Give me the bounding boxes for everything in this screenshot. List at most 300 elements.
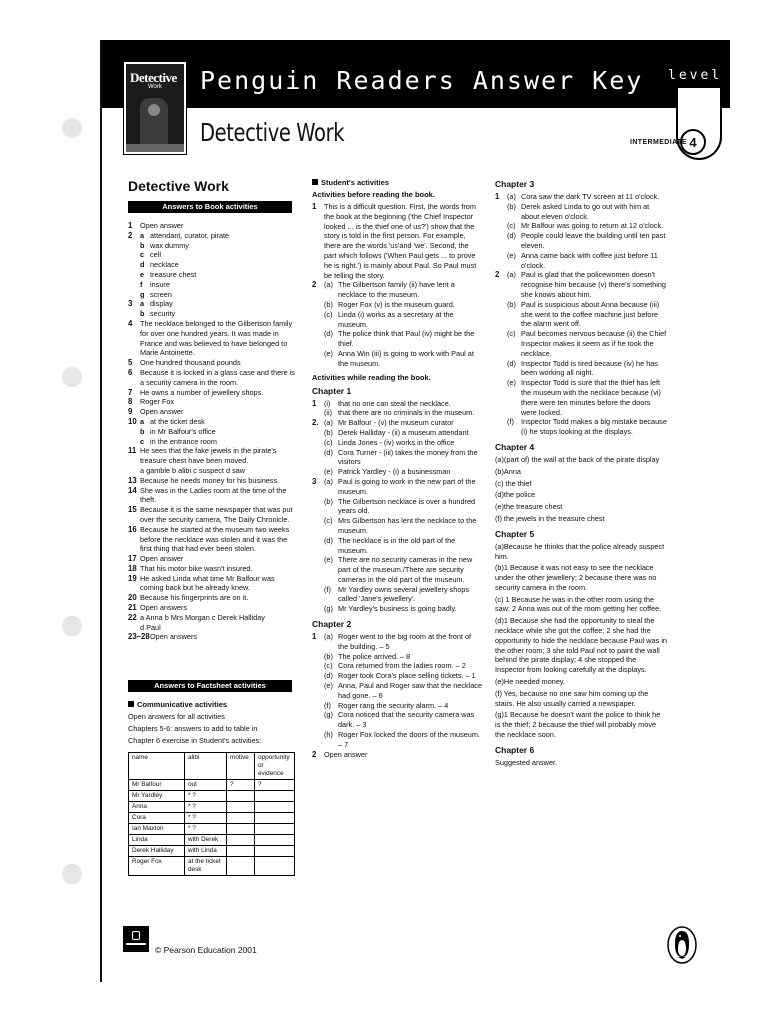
answer-item (128, 466, 300, 476)
item-number: 19 (128, 573, 137, 583)
item-number: 17 (128, 554, 137, 564)
item-text: Because his fingerprints are on it. (140, 593, 249, 603)
chapter-1-heading: Chapter 1 (312, 385, 352, 396)
item-text: Inspector Todd is sure that the thief has left the museum with the necklace because (vi) there were ten minutes before the doors were locked. (521, 378, 661, 417)
book-activities-banner: Answers to Book activities (128, 201, 292, 213)
item-number (128, 427, 140, 437)
answer-item (128, 388, 300, 398)
answer-line: (b)Anna (495, 466, 521, 476)
answer-item (128, 554, 300, 564)
while-reading-heading: Activities while reading the book. (312, 372, 431, 382)
answer-item (495, 192, 667, 202)
chapter-1-list (312, 399, 482, 615)
item-number (312, 497, 324, 517)
item-text: The necklace belonged to the Gilbertson family for over one hundred years. It was made in France and was believed to have belonged to Marie Antoinette. (140, 318, 293, 358)
item-number: 6 (128, 367, 133, 377)
item-number: 11 (128, 446, 137, 456)
item-number: 5 (128, 358, 133, 368)
item-letter: c (140, 436, 145, 446)
chapter-2-heading: Chapter 2 (312, 619, 352, 630)
item-number: 1 (312, 398, 317, 408)
book-cover-image (124, 62, 186, 154)
item-text: He owns a number of jewellery shops. (140, 387, 264, 397)
item-number: 2 (128, 230, 133, 240)
item-text: Paul is going to work in the new part of the museum. (338, 476, 476, 496)
item-text: The necklace is in the old part of the museum. (338, 535, 456, 555)
item-number (312, 701, 324, 711)
item-text: Open answers (150, 632, 198, 642)
item-text: necklace (150, 260, 179, 270)
item-text: Open answer (324, 749, 368, 759)
item-number (312, 408, 324, 418)
item-text: security (150, 309, 176, 319)
item-letter: (e) (507, 250, 516, 260)
table-cell (227, 845, 255, 856)
answer-item (128, 260, 300, 270)
item-number (312, 349, 324, 369)
item-text: Derek asked Linda to go out with him at about eleven o'clock. (521, 201, 650, 221)
table-cell (227, 856, 255, 875)
table-cell: * ? (185, 823, 227, 834)
table-cell (227, 823, 255, 834)
level-label: level (668, 68, 723, 83)
punch-hole (62, 367, 82, 387)
item-number: 23–28 (128, 632, 150, 642)
table-header-cell: motive (227, 752, 255, 779)
item-letter: (c) (324, 309, 333, 319)
cover-subtitle: Work (148, 84, 162, 90)
answer-item (128, 407, 300, 417)
answer-item (495, 417, 667, 437)
item-number: 1 (128, 221, 133, 230)
item-text: The Gilbertson family (ii) have lent a necklace to the museum. (338, 280, 455, 300)
table-cell: ? (227, 779, 255, 790)
item-letter: (a) (324, 418, 333, 428)
answer-line: Open answers for all activities (128, 712, 225, 722)
punch-hole (62, 864, 82, 884)
item-text: One hundred thousand pounds (140, 358, 241, 368)
item-number (312, 681, 324, 701)
series-title: Penguin Readers Answer Key (200, 66, 644, 95)
chapter-6-text: Suggested answer. (495, 757, 558, 767)
answer-item (312, 408, 482, 418)
table-header-cell: opportunity or evidence (255, 752, 295, 779)
item-text: Roger Fox (v) is the museum guard. (338, 299, 455, 309)
table-row (129, 823, 295, 834)
item-text: cell (150, 250, 161, 260)
item-number (128, 270, 140, 280)
item-text: in Mr Balfour's office (150, 426, 216, 436)
item-number: 9 (128, 407, 133, 417)
copyright-notice: © Pearson Education 2001 (155, 945, 257, 955)
square-bullet-icon (128, 701, 134, 707)
table-cell: Ian Maxton (129, 823, 185, 834)
item-number: 18 (128, 563, 137, 573)
answer-item (312, 661, 482, 671)
item-number: 3 (128, 299, 133, 309)
answer-item (495, 231, 667, 251)
table-cell: Mr Yardley (129, 790, 185, 801)
answer-item (495, 378, 667, 417)
item-text: Mr Yardley owns several jewellery shops called 'Jane's jewellery'. (338, 584, 470, 604)
answer-item (128, 632, 300, 642)
table-cell (255, 812, 295, 823)
table-cell: out (185, 779, 227, 790)
table-cell (227, 790, 255, 801)
item-text: Cora saw the dark TV screen at 11 o'clock. (521, 192, 660, 201)
item-number (312, 428, 324, 438)
margin-rule (100, 40, 102, 982)
item-number (312, 300, 324, 310)
item-number: 1 (312, 202, 317, 211)
answer-item (128, 358, 300, 368)
item-number (312, 671, 324, 681)
item-number (312, 661, 324, 671)
table-cell (227, 801, 255, 812)
chapter-5-list (495, 542, 667, 740)
table-row (129, 856, 295, 875)
answer-item (312, 310, 482, 330)
item-text: Roger went to the big room at the front of the building. – 5 (338, 632, 472, 651)
item-letter: (a) (507, 192, 516, 201)
table-cell (255, 834, 295, 845)
chapter-3-heading: Chapter 3 (495, 179, 535, 189)
item-letter: b (140, 426, 145, 436)
item-text: He sees that the fake jewels in the pirate's treasure chest have been moved. (140, 446, 277, 466)
item-text: attendant, curator, pirate (150, 230, 230, 240)
item-text: Open answers (140, 603, 188, 613)
table-cell: * ? (185, 790, 227, 801)
answer-item (312, 467, 482, 477)
answer-line: (d)the police (495, 490, 536, 500)
item-text: Open answer (140, 407, 184, 417)
item-number (495, 221, 507, 231)
table-cell: Roger Fox (129, 856, 185, 875)
item-text: Roger rang the security alarm. – 4 (338, 700, 449, 710)
item-number (128, 309, 140, 319)
table-cell: Cora (129, 812, 185, 823)
answer-item (128, 319, 300, 358)
item-number: 10 (128, 416, 137, 426)
item-text: He asked Linda what time Mr Balfour was coming back but he already knew. (140, 573, 275, 593)
item-number (128, 466, 140, 476)
answer-item (128, 446, 300, 466)
item-letter: (f) (507, 417, 514, 427)
answer-item (128, 505, 300, 525)
answer-item (312, 585, 482, 605)
answer-item (128, 613, 300, 623)
table-row (129, 812, 295, 823)
item-text: Open answer (140, 221, 184, 230)
item-number: 15 (128, 505, 137, 515)
answer-item (312, 632, 482, 652)
item-letter: (c) (507, 221, 516, 231)
item-text: at the ticket desk (150, 416, 205, 426)
item-number (312, 310, 324, 330)
item-text: People could leave the building until ten past eleven. (521, 231, 666, 250)
item-letter: (e) (324, 555, 333, 565)
item-text: This is a difficult question. First, the words from the book at the beginning ('the Chief Inspector looked ... is the thief one of us?') show that the story is told in the first person. For example, there are the words 'us'and 'we'. Second, the part which follows ('When Paul gets ... to prove he is right.') is mainly about Paul. So Paul must be telling the story. (324, 202, 477, 280)
item-text: Paul becomes nervous because (ii) the Chief Inspector makes it seem as if he took the necklace. (521, 329, 667, 358)
table-cell (227, 834, 255, 845)
item-number (495, 202, 507, 222)
item-letter: (e) (507, 378, 516, 388)
answer-item (312, 750, 482, 760)
item-letter: (b) (324, 427, 333, 437)
answer-item (495, 221, 667, 231)
item-number: 20 (128, 593, 137, 603)
item-text: She was in the Ladies room at the time of the theft. (140, 485, 287, 505)
table-cell: Mr Balfour (129, 779, 185, 790)
answer-item (312, 536, 482, 556)
item-letter: (a) (507, 270, 516, 280)
table-row (129, 845, 295, 856)
item-number: 2. (312, 418, 319, 428)
cover-title: Detective (130, 70, 177, 85)
item-letter: (c) (507, 329, 516, 339)
punch-hole (62, 616, 82, 636)
item-text: The police arrived. – 8 (338, 651, 411, 661)
column-left (128, 178, 300, 876)
item-text: screen (150, 289, 172, 299)
table-header-row (129, 752, 295, 779)
answer-line: (f) the jewels in the treasure chest (495, 513, 605, 523)
answer-item (128, 417, 300, 427)
before-reading-heading: Activities before reading the book. (312, 190, 435, 199)
page-title: Detective Work (200, 118, 345, 147)
students-activities-heading: Student's activities (312, 178, 482, 188)
answer-item (312, 730, 482, 750)
item-letter: (d) (324, 329, 333, 339)
cover-figure-head (148, 104, 160, 116)
answer-item (312, 280, 482, 300)
answer-item (128, 280, 300, 290)
item-letter: (a) (324, 280, 333, 290)
answer-item (312, 681, 482, 701)
factsheet-banner: Answers to Factsheet activities (128, 680, 292, 692)
item-text: Roger Fox (140, 397, 175, 407)
item-letter: (i) (324, 398, 331, 408)
level-number: 4 (680, 129, 706, 155)
answer-item (495, 251, 667, 271)
item-text: That his motor bike wasn't insured. (140, 563, 253, 573)
item-number (312, 585, 324, 605)
item-number (128, 437, 140, 447)
item-letter: a (140, 230, 145, 240)
table-cell: Anna (129, 801, 185, 812)
item-text: Anna Win (iii) is going to work with Paul at the museum. (338, 348, 474, 368)
item-text: Mr Balfour was going to return at 12 o'clock. (521, 221, 664, 231)
item-text: a gamble b alibi c suspect d saw (140, 465, 246, 475)
item-text: Linda Jones - (iv) works in the office (338, 437, 455, 447)
square-bullet-icon (312, 179, 318, 185)
item-text: Cora noticed that the security camera was dark. – 3 (338, 710, 475, 730)
item-text: Because it is the same newspaper that was put over the security camera, The Daily Chronicle. (140, 505, 293, 524)
answer-line: (b)1 Because it was not easy to see the necklace under the other jewellery; 2 because there was no security camera in the room. (495, 563, 657, 592)
answer-item (128, 525, 300, 554)
answer-item (312, 428, 482, 438)
item-number (312, 467, 324, 477)
item-number (128, 290, 140, 300)
item-letter: (ii) (324, 408, 333, 418)
item-text: Mrs Gilbertson has lent the necklace to the museum. (338, 516, 477, 535)
item-number (128, 623, 140, 633)
answer-item (128, 574, 300, 594)
answer-item (495, 270, 667, 299)
item-letter: c (140, 250, 145, 260)
item-letter: (f) (324, 584, 331, 594)
publisher-logo (123, 926, 149, 952)
item-text: treasure chest (150, 269, 197, 279)
table-cell: * ? (185, 812, 227, 823)
item-number (128, 280, 140, 290)
item-letter: b (140, 240, 145, 250)
table-cell: with Linda (185, 845, 227, 856)
item-number (312, 516, 324, 536)
item-number: 8 (128, 397, 133, 407)
chapter-4-heading: Chapter 4 (495, 441, 535, 452)
answer-item (312, 652, 482, 662)
answer-item (128, 427, 300, 437)
section-title: Detective Work (128, 178, 229, 194)
answer-line: (c) 1 Because he was in the other room using the saw; 2 Anna was out of the room getting her coffee. (495, 594, 662, 614)
item-letter: (b) (324, 651, 333, 661)
item-text: Roger Fox locked the doors of the museum. – 7 (338, 730, 480, 749)
table-cell: at the ticket desk (185, 856, 227, 875)
item-number: 21 (128, 603, 137, 613)
item-number (128, 260, 140, 270)
answer-item (128, 437, 300, 447)
before-reading-list (312, 202, 482, 369)
answer-item (128, 250, 300, 260)
item-text: insure (150, 279, 170, 289)
answer-item (495, 359, 667, 379)
table-cell: ? (255, 779, 295, 790)
table-cell: Linda (129, 834, 185, 845)
item-number: 2 (312, 749, 317, 759)
item-text: Mr Yardley's business is going badly. (338, 604, 457, 614)
suspects-table (128, 752, 295, 876)
table-cell (255, 823, 295, 834)
item-letter: (d) (324, 535, 333, 545)
answer-item (128, 593, 300, 603)
answer-item (128, 290, 300, 300)
item-text: The police think that Paul (iv) might be the thief. (338, 329, 475, 349)
item-text: Inspector Todd makes a big mistake because (i) he stops looking at the displays. (521, 417, 667, 437)
answer-item (312, 477, 482, 497)
answer-item (312, 448, 482, 468)
answer-item (312, 438, 482, 448)
item-number: 16 (128, 524, 137, 534)
item-letter: a (140, 299, 145, 309)
item-letter: b (140, 309, 145, 319)
answer-item (128, 231, 300, 241)
item-number (312, 710, 324, 730)
item-text: Open answer (140, 554, 184, 564)
answer-item (312, 516, 482, 536)
answer-line: (e)He needed money. (495, 677, 566, 687)
item-text: Cora Turner - (iii) takes the money from the visitors (338, 447, 478, 467)
table-cell: Derek Halliday (129, 845, 185, 856)
chapter-3-list (495, 192, 667, 437)
item-text: There are no security cameras in the new part of the museum./There are security cameras in the old part of the museum. (338, 555, 473, 584)
item-text: The Gilbertson necklace is over a hundred years old. (338, 496, 476, 516)
item-text: Because it is locked in a glass case and there is a security camera in the room. (140, 367, 295, 387)
answer-item (128, 270, 300, 280)
penguin-logo-icon (667, 926, 697, 964)
item-number (312, 536, 324, 556)
table-cell (255, 790, 295, 801)
item-text: Mr Balfour - (v) the museum curator (338, 418, 454, 428)
table-cell: * ? (185, 801, 227, 812)
column-right (495, 178, 667, 770)
answer-line: (c) the thief (495, 478, 532, 488)
answer-item (128, 368, 300, 388)
item-letter: (d) (507, 231, 516, 241)
item-text: display (150, 299, 173, 309)
table-row (129, 834, 295, 845)
item-number: 14 (128, 485, 137, 495)
answer-item (495, 300, 667, 329)
item-number: 2 (312, 280, 317, 290)
item-letter: e (140, 269, 145, 279)
answer-item (128, 397, 300, 407)
item-number (495, 359, 507, 379)
answer-item (128, 241, 300, 251)
item-number (495, 231, 507, 251)
item-letter: (b) (324, 299, 333, 309)
item-letter: d (140, 260, 145, 270)
table-row (129, 790, 295, 801)
communicative-heading: Communicative activities (128, 700, 300, 710)
answer-item (128, 309, 300, 319)
answer-item (128, 564, 300, 574)
item-letter: (e) (324, 681, 333, 691)
item-text: Paul is suspicious about Anna because (iii) she went to the coffee machine just before the alarm went off. (521, 299, 660, 329)
chapter-5-heading: Chapter 5 (495, 528, 535, 539)
answer-line: (d)1 Because she had the opportunity to steal the necklace while she got the coffee; 2 she had the opportunity to hide the necklace because Paul was in the other room; 3 she told Paul not to paint the wall behind the pirate display; 4 she stopped the Inspector from looking carefully at the displays. (495, 616, 667, 675)
item-number (128, 250, 140, 260)
item-letter: (b) (324, 496, 333, 506)
item-number: 1 (495, 192, 500, 201)
item-text: Cora returned from the ladies room. – 2 (338, 661, 466, 671)
item-number (312, 438, 324, 448)
item-letter: g (140, 289, 145, 299)
item-letter: (e) (324, 467, 333, 477)
item-text: Because he needs money for his business. (140, 475, 280, 485)
item-number (495, 378, 507, 417)
item-letter: (f) (324, 700, 331, 710)
item-letter: a (140, 416, 145, 426)
answer-item (312, 555, 482, 584)
item-number: 1 (312, 632, 317, 642)
item-text: Because he started at the museum two weeks before the necklace was stolen and it was the first thing that had ever been stolen. (140, 524, 290, 554)
item-text: Derek Halliday - (ii) a museum attendant (338, 427, 469, 437)
level-name: INTERMEDIATE (630, 139, 687, 146)
punch-hole (62, 118, 82, 138)
table-cell (255, 845, 295, 856)
item-letter: (c) (324, 437, 333, 447)
answer-item (495, 329, 667, 358)
item-letter: (b) (507, 201, 516, 211)
answer-line: Chapters 5-6: answers to add to table in (128, 724, 258, 734)
item-text: Patrick Yardley - (i) a businessman (338, 467, 451, 477)
chapter-2-list (312, 632, 482, 759)
item-text: that no one can steal the necklace. (338, 398, 451, 408)
item-letter: (d) (507, 358, 516, 368)
column-middle (312, 178, 482, 759)
table-row (129, 779, 295, 790)
